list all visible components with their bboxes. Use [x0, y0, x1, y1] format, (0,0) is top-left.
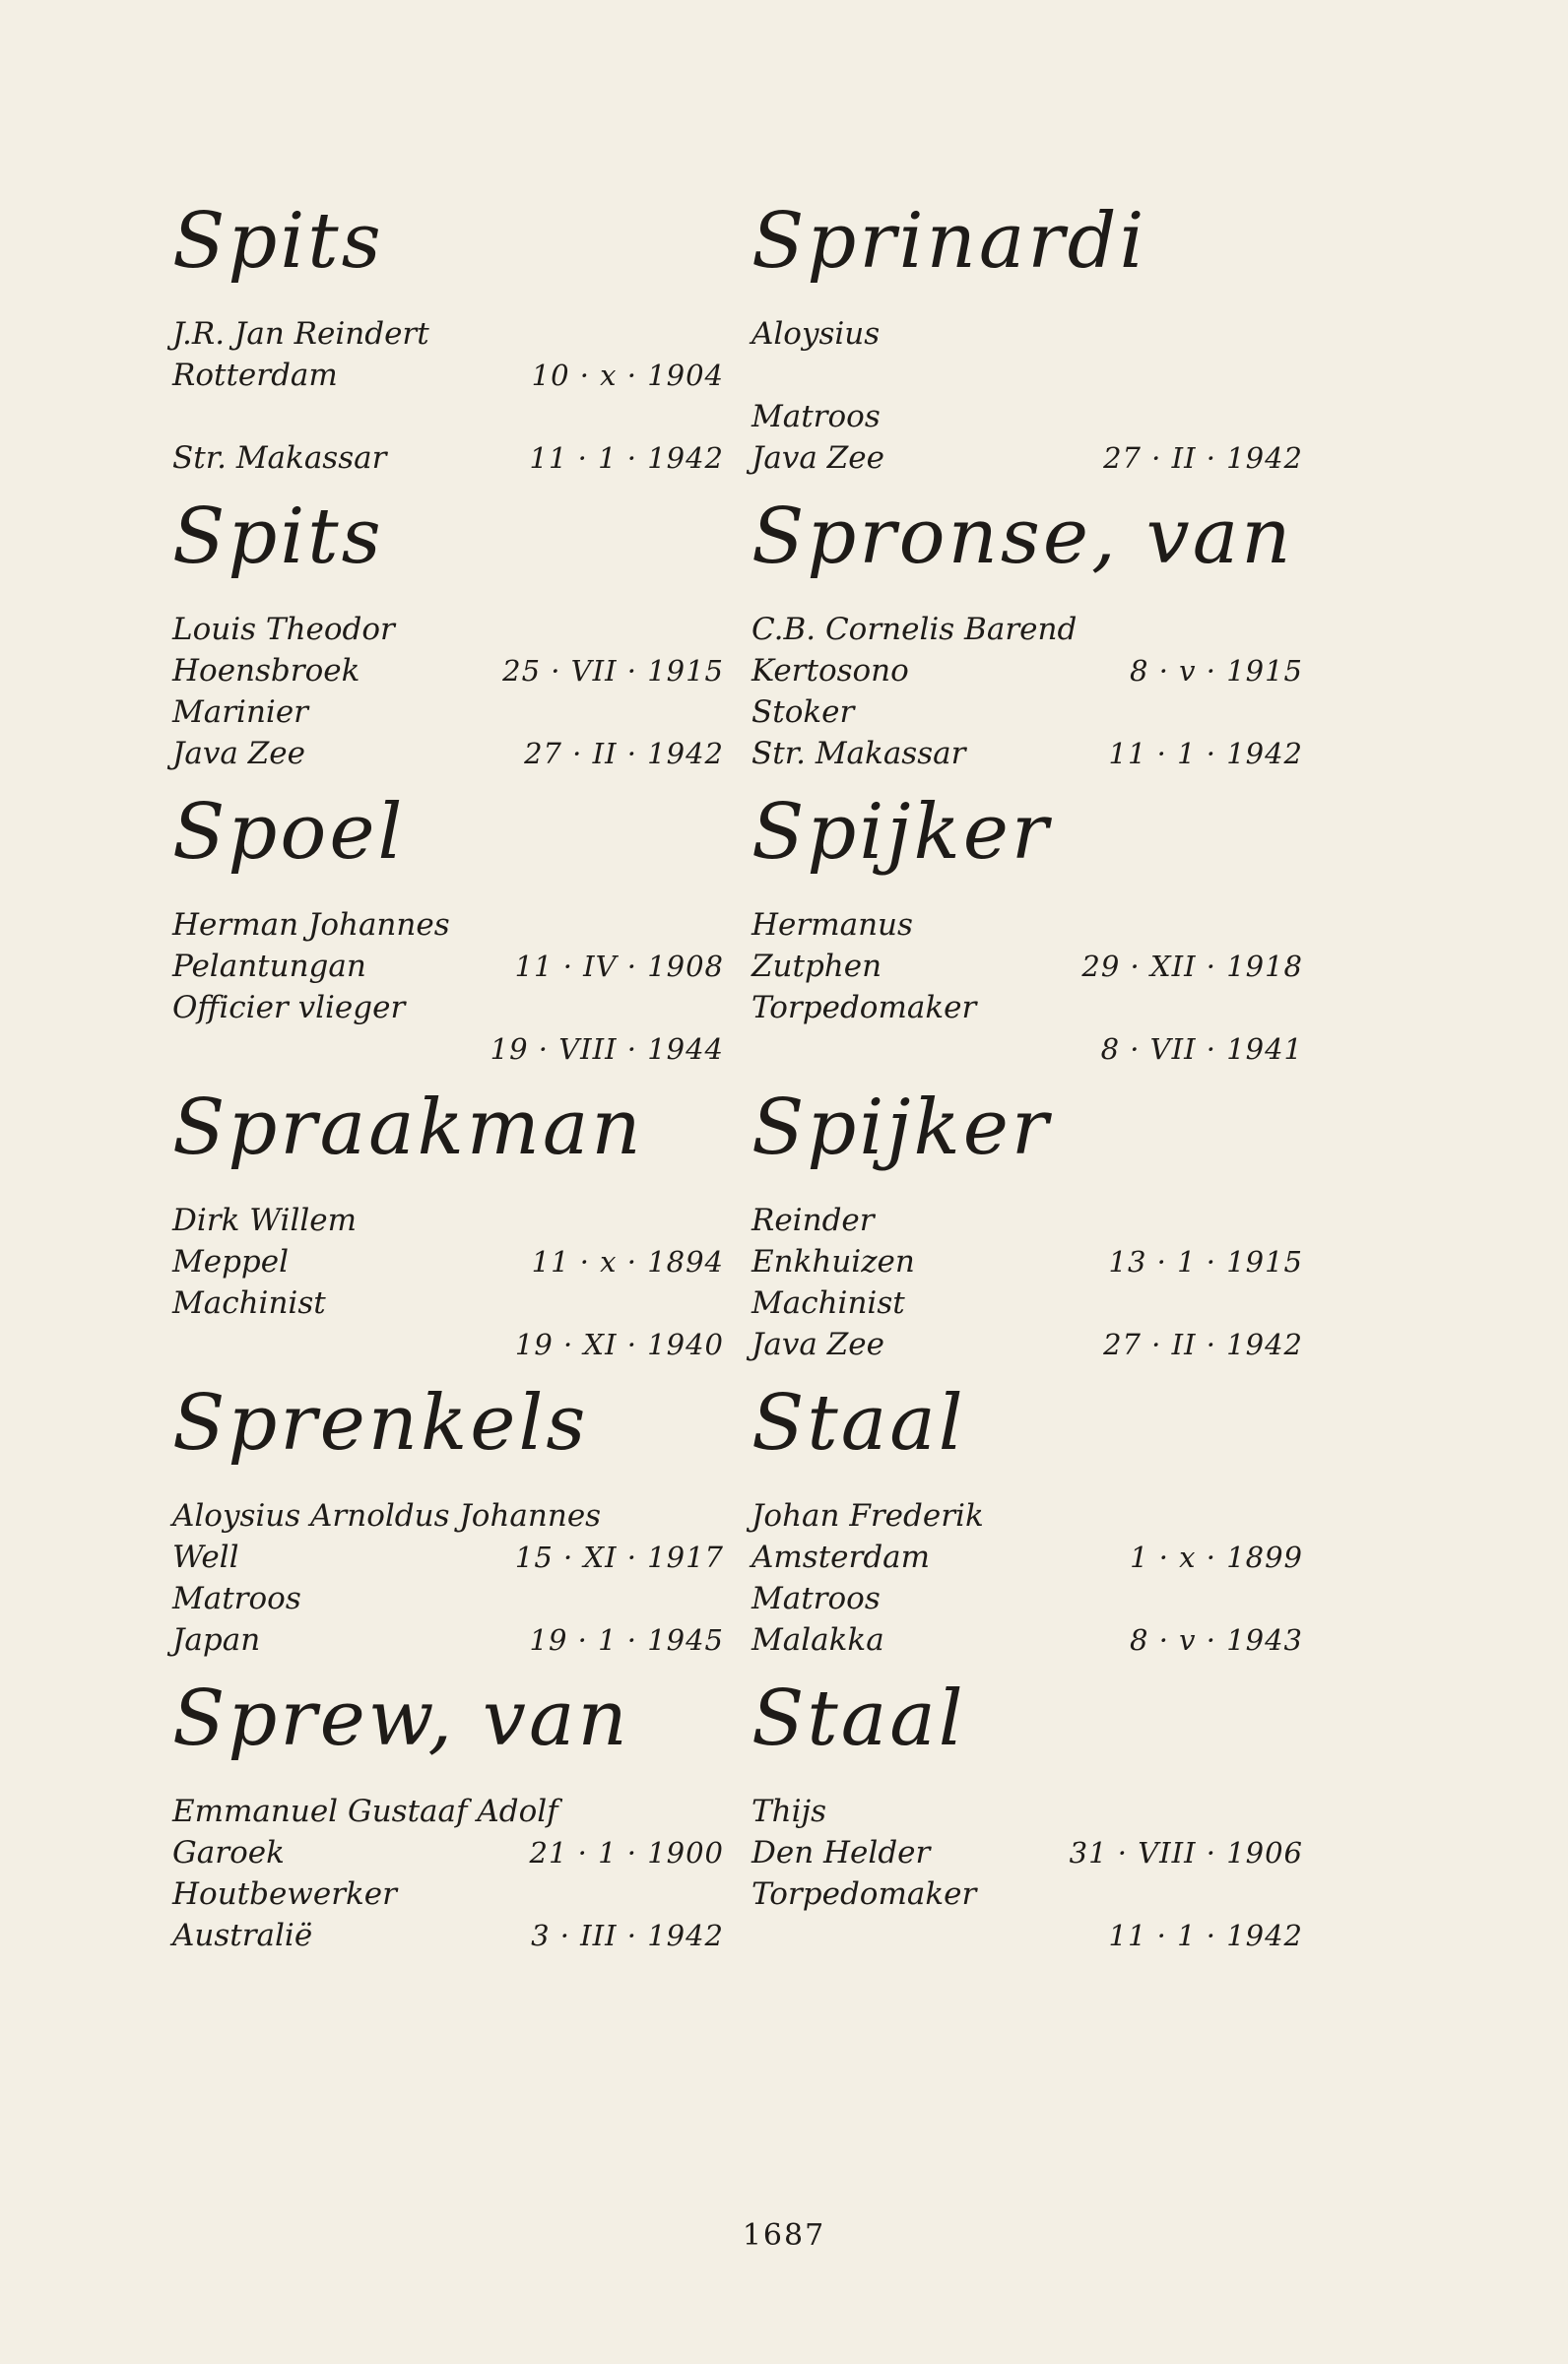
- entry-line-birthplace: [172, 355, 724, 396]
- entry-line-rank: [751, 396, 1303, 437]
- entry-surname: Spits: [172, 197, 384, 286]
- birthplace: Pelantungan: [172, 949, 366, 984]
- given-names: Dirk Willem: [172, 1203, 358, 1238]
- entry-line-given-names: [172, 904, 724, 946]
- page-number: 1687: [742, 2218, 826, 2253]
- entry-line-rank: [751, 1282, 1303, 1324]
- entry-line-death: [751, 1028, 1303, 1070]
- death-date: 27 · II · 1942: [1103, 441, 1303, 475]
- entry-surname: Spronse, van: [751, 492, 1294, 581]
- entry-line-birthplace: [751, 1832, 1303, 1873]
- entry: [172, 1084, 724, 1379]
- given-names: Reinder: [751, 1203, 875, 1238]
- rank: Matroos: [172, 1581, 301, 1616]
- birthplace: Well: [172, 1540, 239, 1575]
- birth-date: 11 · x · 1894: [531, 1245, 724, 1279]
- entry-surname: Staal: [751, 1379, 966, 1468]
- entry-line-rank: [751, 1578, 1303, 1619]
- entry-line-death: [751, 733, 1303, 774]
- entry-line-rank: [172, 987, 724, 1028]
- birthplace: Den Helder: [751, 1835, 931, 1871]
- birth-date: 10 · x · 1904: [531, 359, 724, 392]
- place-of-death: Java Zee: [172, 736, 305, 771]
- given-names: Aloysius: [751, 316, 881, 352]
- given-names: C.B. Cornelis Barend: [751, 612, 1078, 647]
- entry-line-death: [751, 1324, 1303, 1365]
- given-names: Johan Frederik: [751, 1498, 984, 1534]
- entry-line-given-names: [172, 1791, 724, 1832]
- birthplace: Zutphen: [751, 949, 882, 984]
- entry-line-death: [172, 1619, 724, 1661]
- entry-line-given-names: [172, 313, 724, 355]
- given-names: J.R. Jan Reindert: [172, 316, 429, 352]
- birthplace: Amsterdam: [751, 1540, 931, 1575]
- entry-surname: Spoel: [172, 788, 406, 877]
- place-of-death: Japan: [172, 1622, 261, 1658]
- entry-line-death: [172, 1324, 724, 1365]
- death-date: 27 · II · 1942: [1103, 1328, 1303, 1361]
- rank: Machinist: [751, 1285, 905, 1321]
- entry: [751, 1084, 1303, 1379]
- place-of-death: Malakka: [751, 1622, 884, 1658]
- entry-line-birthplace: [172, 650, 724, 691]
- given-names: Emmanuel Gustaaf Adolf: [172, 1794, 558, 1829]
- entry-line-birthplace: [751, 946, 1303, 987]
- birth-date: 25 · VII · 1915: [502, 654, 724, 688]
- entry-line-given-names: [751, 1495, 1303, 1537]
- given-names: Thijs: [751, 1794, 827, 1829]
- entry-line-birthplace: [172, 1537, 724, 1578]
- entry-line-given-names: [172, 1495, 724, 1537]
- entry-line-given-names: [751, 1200, 1303, 1241]
- given-names: Herman Johannes: [172, 907, 450, 943]
- death-date: 19 · VIII · 1944: [490, 1032, 724, 1066]
- entry-line-death: [751, 437, 1303, 479]
- birthplace: Meppel: [172, 1244, 290, 1280]
- entry-line-rank: [751, 1873, 1303, 1915]
- birth-date: 11 · IV · 1908: [514, 950, 724, 983]
- entry-line-rank: [172, 1873, 724, 1915]
- entry-surname: Sprenkels: [172, 1379, 589, 1468]
- entry: [172, 1379, 724, 1674]
- place-of-death: Str. Makassar: [751, 736, 966, 771]
- birthplace: Enkhuizen: [751, 1244, 915, 1280]
- entry-line-birthplace: [172, 1832, 724, 1873]
- birth-date: 21 · 1 · 1900: [529, 1836, 724, 1870]
- entry-line-death: [172, 437, 724, 479]
- death-date: 11 · 1 · 1942: [529, 441, 724, 475]
- entry-line-given-names: [172, 1200, 724, 1241]
- birth-date: 15 · XI · 1917: [514, 1541, 724, 1574]
- entry-line-rank: [172, 691, 724, 733]
- death-date: 8 · v · 1943: [1130, 1623, 1303, 1657]
- entry-line-birthplace: [751, 650, 1303, 691]
- entry: [172, 1674, 724, 1970]
- rank: Officier vlieger: [172, 990, 406, 1025]
- rank: Matroos: [751, 1581, 881, 1616]
- birthplace: Garoek: [172, 1835, 285, 1871]
- entry-surname: Spijker: [751, 1084, 1052, 1172]
- entry-line-death: [751, 1915, 1303, 1956]
- rank: Torpedomaker: [751, 1876, 977, 1912]
- entry-surname: Spits: [172, 492, 384, 581]
- death-date: 8 · VII · 1941: [1100, 1032, 1303, 1066]
- entry-line-death: [172, 733, 724, 774]
- entry-line-birthplace: [751, 355, 1303, 396]
- entry-line-death: [751, 1619, 1303, 1661]
- entry-line-birthplace: [172, 946, 724, 987]
- rank: Marinier: [172, 694, 309, 730]
- death-date: 3 · III · 1942: [531, 1919, 724, 1952]
- entry-surname: Staal: [751, 1674, 966, 1763]
- death-date: 19 · 1 · 1945: [529, 1623, 724, 1657]
- rank: Machinist: [172, 1285, 326, 1321]
- entry-line-birthplace: [751, 1241, 1303, 1282]
- given-names: Aloysius Arnoldus Johannes: [172, 1498, 602, 1534]
- entry: [751, 197, 1303, 492]
- death-date: 27 · II · 1942: [524, 737, 724, 770]
- birth-date: 8 · v · 1915: [1130, 654, 1303, 688]
- death-date: 11 · 1 · 1942: [1108, 1919, 1303, 1952]
- birth-date: 29 · XII · 1918: [1081, 950, 1303, 983]
- entry-line-rank: [751, 691, 1303, 733]
- place-of-death: Str. Makassar: [172, 440, 387, 476]
- entry: [172, 197, 724, 492]
- entry-line-given-names: [751, 1791, 1303, 1832]
- entry-line-given-names: [751, 313, 1303, 355]
- birth-date: 1 · x · 1899: [1130, 1541, 1303, 1574]
- entry: [751, 1674, 1303, 1970]
- entry-surname: Spraakman: [172, 1084, 644, 1172]
- entry-line-given-names: [751, 904, 1303, 946]
- entry-line-death: [172, 1915, 724, 1956]
- entry: [751, 788, 1303, 1084]
- entry-line-rank: [172, 1578, 724, 1619]
- entry-surname: Sprew, van: [172, 1674, 630, 1763]
- death-date: 11 · 1 · 1942: [1108, 737, 1303, 770]
- given-names: Louis Theodor: [172, 612, 395, 647]
- entry-line-rank: [172, 396, 724, 437]
- entry-line-rank: [751, 987, 1303, 1028]
- entry-line-birthplace: [172, 1241, 724, 1282]
- entry: [751, 492, 1303, 788]
- entry-line-given-names: [751, 609, 1303, 650]
- birthplace: Rotterdam: [172, 358, 338, 393]
- entry-line-death: [172, 1028, 724, 1070]
- entry: [172, 492, 724, 788]
- place-of-death: Australië: [172, 1918, 313, 1953]
- entry: [172, 788, 724, 1084]
- entry-line-rank: [172, 1282, 724, 1324]
- rank: Torpedomaker: [751, 990, 977, 1025]
- entry: [751, 1379, 1303, 1674]
- death-date: 19 · XI · 1940: [514, 1328, 724, 1361]
- rank: Matroos: [751, 399, 881, 434]
- entry-surname: Sprinardi: [751, 197, 1147, 286]
- birth-date: 13 · 1 · 1915: [1108, 1245, 1303, 1279]
- birth-date: 31 · VIII · 1906: [1069, 1836, 1303, 1870]
- birthplace: Hoensbroek: [172, 653, 360, 689]
- rank: Stoker: [751, 694, 855, 730]
- entry-surname: Spijker: [751, 788, 1052, 877]
- birthplace: Kertosono: [751, 653, 909, 689]
- place-of-death: Java Zee: [751, 440, 884, 476]
- rank: Houtbewerker: [172, 1876, 397, 1912]
- entry-line-birthplace: [751, 1537, 1303, 1578]
- entry-line-given-names: [172, 609, 724, 650]
- place-of-death: Java Zee: [751, 1327, 884, 1362]
- given-names: Hermanus: [751, 907, 913, 943]
